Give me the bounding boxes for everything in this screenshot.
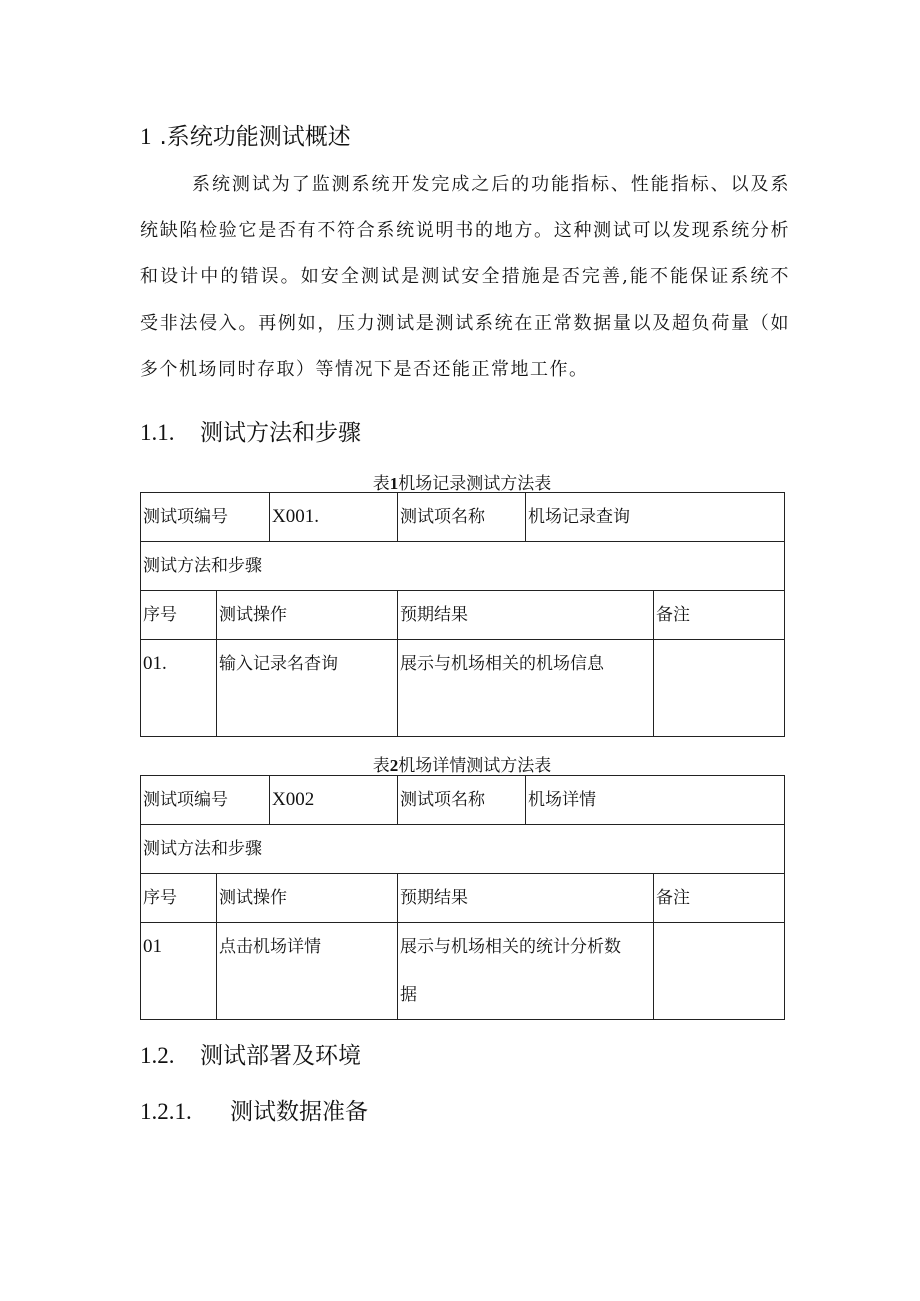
section-1-2-1-heading — [140, 1093, 368, 1126]
table-2-caption-prefix: 表 — [372, 756, 390, 776]
header-seq: 序号 — [141, 591, 217, 640]
section-1-1-heading — [140, 414, 361, 447]
section-1-2-heading — [140, 1037, 361, 1070]
steps-label-cell: 测试方法和步骤 — [141, 825, 785, 874]
section-1-2-1-title: 测试数据准备 — [230, 1099, 368, 1125]
header-op: 测试操作 — [217, 874, 398, 923]
section-1-2-title: 测试部署及环境 — [200, 1043, 361, 1069]
row-op: 输入记录名杳询 — [217, 640, 398, 737]
table-1-caption-prefix: 表 — [372, 474, 390, 494]
steps-label-cell: 测试方法和步骤 — [141, 542, 785, 591]
section-1-2-number: 1.2. — [140, 1043, 175, 1068]
id-label-cell: 测试项编号 — [141, 776, 270, 825]
row-seq: 01. — [141, 640, 217, 737]
name-label-cell: 测试项名称 — [398, 493, 526, 542]
table-1 — [140, 492, 785, 737]
id-label-cell: 测试项编号 — [141, 493, 270, 542]
name-label-cell: 测试项名称 — [398, 776, 526, 825]
header-seq: 序号 — [141, 874, 217, 923]
table-row — [141, 640, 785, 737]
row-note — [654, 640, 785, 737]
section-1-heading — [140, 118, 351, 151]
section-1-1-title: 测试方法和步骤 — [200, 420, 361, 446]
id-value-cell: X001. — [270, 493, 398, 542]
table-1-id-row — [141, 493, 785, 542]
section-1-number: 1 — [140, 124, 152, 149]
table-2-header-row — [141, 874, 785, 923]
table-1-header-row — [141, 591, 785, 640]
section-1-title: .系统功能测试概述 — [159, 124, 351, 150]
section-1-1-number: 1.1. — [140, 420, 175, 445]
header-note: 备注 — [654, 874, 785, 923]
row-seq: 01 — [141, 923, 217, 1020]
table-row — [141, 923, 785, 1020]
table-2-caption-number: 2 — [389, 756, 399, 775]
table-1-caption-text: 机场记录测试方法表 — [398, 474, 552, 494]
table-1-steps-row — [141, 542, 785, 591]
table-2 — [140, 775, 785, 1020]
row-expected: 展示与机场相关的统计分析数据 — [398, 923, 654, 1020]
section-1-paragraph: 系统测试为了监测系统开发完成之后的功能指标、性能指标、以及系统缺陷检验它是否有不符合系统说明书的地方。这种测试可以发现系统分析和设计中的错误。如安全测试是测试安全措施是否完善,能不能保证系统不受非法侵入。再例如，压力测试是测试系统在正常数据量以及超负荷量（如多个机场同时存取）等情况下是否还能正常地工作。 — [140, 174, 790, 380]
id-value-cell: X002 — [270, 776, 398, 825]
row-op: 点击机场详情 — [217, 923, 398, 1020]
name-value-cell: 机场详情 — [526, 776, 785, 825]
row-note — [654, 923, 785, 1020]
table-2-id-row — [141, 776, 785, 825]
table-2-steps-row — [141, 825, 785, 874]
header-expected: 预期结果 — [398, 874, 654, 923]
header-op: 测试操作 — [217, 591, 398, 640]
header-expected: 预期结果 — [398, 591, 654, 640]
section-1-2-1-number: 1.2.1. — [140, 1099, 192, 1124]
table-2-caption-text: 机场详情测试方法表 — [398, 756, 552, 776]
table-2-caption — [140, 751, 784, 776]
row-expected: 展示与机场相关的机场信息 — [398, 640, 654, 737]
header-note: 备注 — [654, 591, 785, 640]
name-value-cell: 机场记录查询 — [526, 493, 785, 542]
table-1-caption — [140, 469, 784, 494]
table-1-caption-number: 1 — [389, 474, 399, 493]
